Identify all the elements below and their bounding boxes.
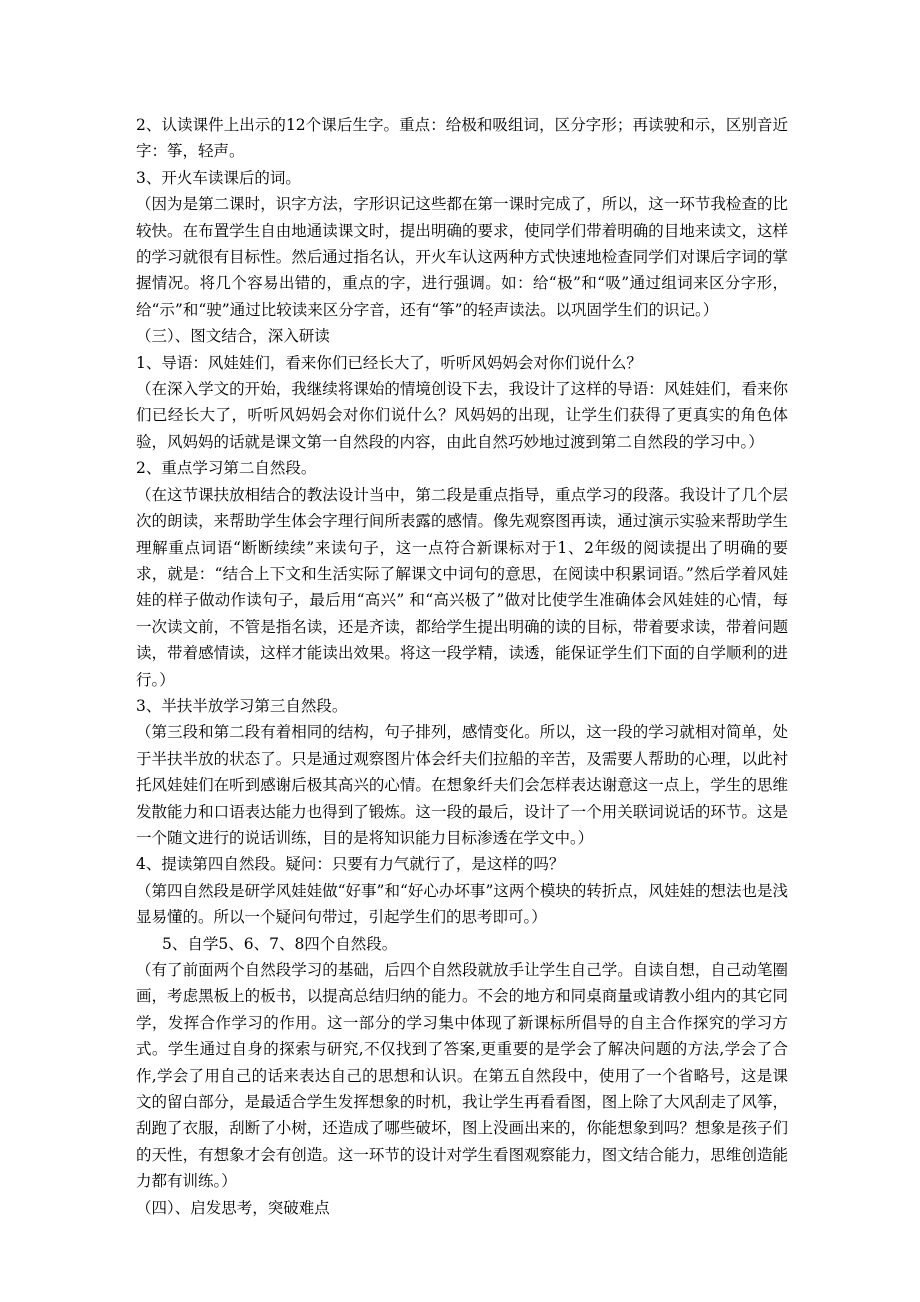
document-body <box>136 112 788 1221</box>
paragraph: 4、提读第四自然段。疑问：只要有力气就行了，是这样的吗？ <box>136 855 565 874</box>
paragraph: （有了前面两个自然段学习的基础，后四个自然段就放手让学生自己学。自读自想，自己动笔圈画，考虑黑板上的板书，以提高总结归纳的能力。不会的地方和同桌商量或请教小组内的其它同学，发挥合作学习的作用。这一部分的学习集中体现了新课标所倡导的自主合作探究的学习方式。学生通过自身的探索与研究,不仅找到了答案,更重要的是学会了解决问题的方法,学会了合作,学会了用自己的话来表达自己的思想和认识。在第五自然段中，使用了一个省略号，这是课文的留白部分，是最适合学生发挥想象的时机，我让学生再看看图，图上除了大风刮走了风筝，刮跑了衣服，刮断了小树，还造成了哪些破坏，图上没画出来的，你能想象到吗？想象是孩子们的天性，有想象才会有创造。这一环节的设计对学生看图观察能力，图文结合能力，思维创造能力都有训练。） <box>136 961 788 1191</box>
paragraph: 2、重点学习第二自然段。 <box>136 459 317 478</box>
paragraph: （因为是第二课时，识字方法，字形识记这些都在第一课时完成了，所以，这一环节我检查的比较快。在布置学生自由地通读课文时，提出明确的要求，使同学们带着明确的目地来读文，这样的学习就很有目标性。然后通过指名认，开火车认这两种方式快速地检查同学们对课后字词的掌握情况。将几个容易出错的，重点的字，进行强调。如：给“极”和“吸”通过组词来区分字形，给“示”和“驶”通过比较读来区分字音，还有“筝”的轻声读法。以巩固学生们的识记。） <box>136 195 788 319</box>
paragraph: （在这节课扶放相结合的教法设计当中，第二段是重点指导，重点学习的段落。我设计了几个层次的朗读，来帮助学生体会字理行间所表露的感情。像先观察图再读，通过演示实验来帮助学生理解重点词语“断断续续”来读句子，这一点符合新课标对于1、2年级的阅读提出了明确的要求，就是：“结合上下文和生活实际了解课文中词句的意思，在阅读中积累词语。”然后学着风娃娃的样子做动作读句子，最后用“高兴” 和“高兴极了”做对比使学生准确体会风娃娃的心情，每一次读文前，不管是指名读，还是齐读，都给学生提出明确的读的目标，带着要求读，带着问题读，带着感情读，这样才能读出效果。将这一段学精，读透，能保证学生们下面的自学顺利的进行。） <box>136 485 788 689</box>
section-heading: （三）、图文结合，深入研读 <box>136 327 330 346</box>
section-heading: （四）、启发思考，突破难点 <box>136 1198 330 1217</box>
paragraph: 2、认读课件上出示的12个课后生字。重点：给极和吸组词，区分字形；再读驶和示，区别音近字：筝，轻声。 <box>136 116 788 161</box>
paragraph: 5、自学5、6、7、8四个自然段。 <box>162 934 398 953</box>
paragraph: （第三段和第二段有着相同的结构，句子排列，感情变化。所以，这一段的学习就相对简单，处于半扶半放的状态了。只是通过观察图片体会纤夫们拉船的辛苦，及需要人帮助的心理，以此衬托风娃娃们在听到感谢后极其高兴的心情。在想象纤夫们会怎样表达谢意这一点上，学生的思维发散能力和口语表达能力也得到了锻炼。这一段的最后，设计了一个用关联词说话的环节。这是一个随文进行的说话训练，目的是将知识能力目标渗透在学文中。） <box>136 723 788 847</box>
paragraph: 3、半扶半放学习第三自然段。 <box>136 696 348 715</box>
paragraph: 1、导语：风娃娃们，看来你们已经长大了，听听风妈妈会对你们说什么？ <box>136 353 642 372</box>
paragraph: 3、开火车读课后的词。 <box>136 168 301 187</box>
paragraph: （第四自然段是研学风娃娃做“好事”和“好心办坏事”这两个模块的转折点，风娃娃的想法也是浅显易懂的。所以一个疑问句带过，引起学生们的思考即可。） <box>136 881 788 927</box>
paragraph: （在深入学文的开始，我继续将课始的情境创设下去，我设计了这样的导语：风娃娃们，看来你们已经长大了，听听风妈妈会对你们说什么？风妈妈的出现，让学生们获得了更真实的角色体验，风妈妈的话就是课文第一自然段的内容，由此自然巧妙地过渡到第二自然段的学习中。） <box>136 380 788 451</box>
